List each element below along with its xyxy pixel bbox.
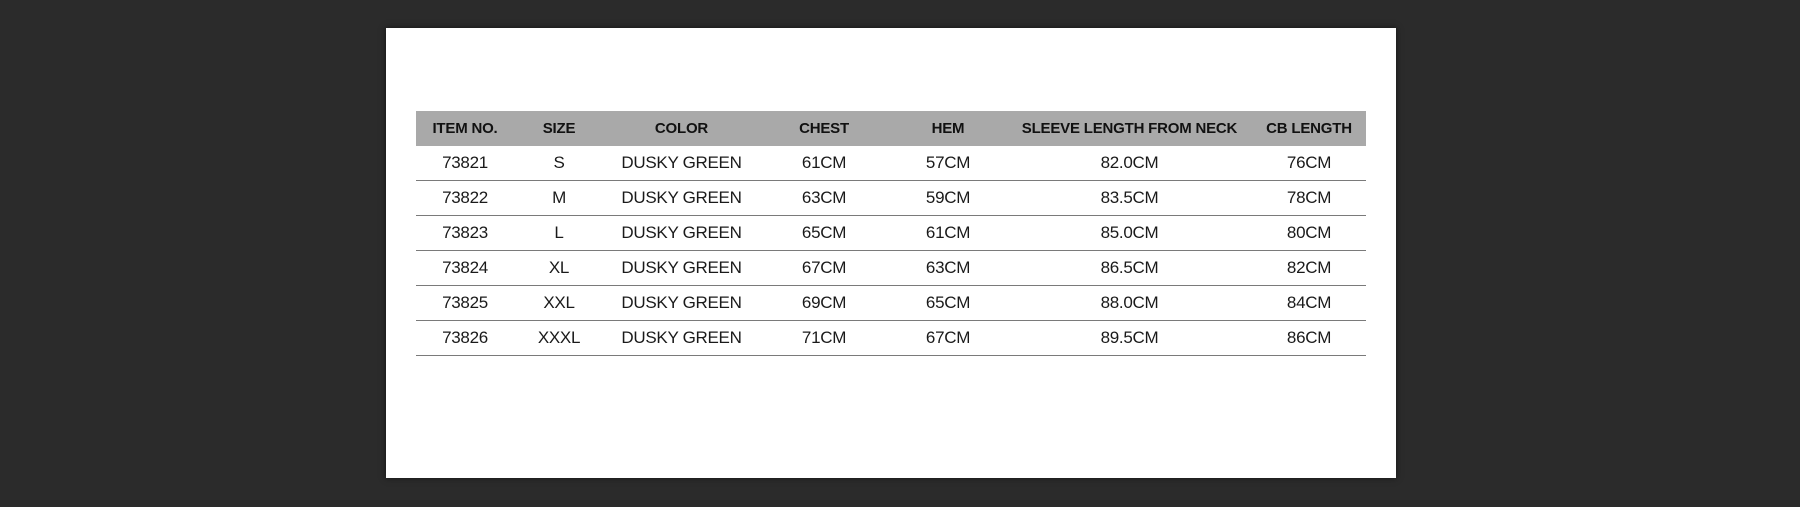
table-row	[416, 146, 1366, 181]
header-chest: CHEST	[759, 111, 889, 146]
cell-size: XXL	[514, 286, 604, 321]
cell-cb-length: 82CM	[1252, 251, 1366, 286]
cell-cb-length: 78CM	[1252, 181, 1366, 216]
cell-color: DUSKY GREEN	[604, 321, 759, 356]
cell-size: M	[514, 181, 604, 216]
cell-chest: 71CM	[759, 321, 889, 356]
table-row	[416, 321, 1366, 356]
cell-color: DUSKY GREEN	[604, 216, 759, 251]
header-color: COLOR	[604, 111, 759, 146]
cell-item-no: 73826	[416, 321, 514, 356]
cell-chest: 61CM	[759, 146, 889, 181]
cell-cb-length: 84CM	[1252, 286, 1366, 321]
table-row	[416, 216, 1366, 251]
table-row	[416, 251, 1366, 286]
cell-sleeve-length: 88.0CM	[1007, 286, 1252, 321]
cell-size: S	[514, 146, 604, 181]
cell-cb-length: 76CM	[1252, 146, 1366, 181]
cell-chest: 69CM	[759, 286, 889, 321]
cell-color: DUSKY GREEN	[604, 181, 759, 216]
cell-hem: 63CM	[889, 251, 1007, 286]
cell-item-no: 73825	[416, 286, 514, 321]
cell-item-no: 73822	[416, 181, 514, 216]
cell-sleeve-length: 85.0CM	[1007, 216, 1252, 251]
size-chart-table	[416, 111, 1366, 356]
cell-cb-length: 80CM	[1252, 216, 1366, 251]
cell-size: L	[514, 216, 604, 251]
cell-hem: 59CM	[889, 181, 1007, 216]
cell-hem: 65CM	[889, 286, 1007, 321]
header-sleeve-length: SLEEVE LENGTH FROM NECK	[1007, 111, 1252, 146]
cell-chest: 63CM	[759, 181, 889, 216]
cell-sleeve-length: 86.5CM	[1007, 251, 1252, 286]
header-hem: HEM	[889, 111, 1007, 146]
cell-hem: 57CM	[889, 146, 1007, 181]
table-row	[416, 181, 1366, 216]
cell-size: XXXL	[514, 321, 604, 356]
table-row	[416, 286, 1366, 321]
cell-hem: 61CM	[889, 216, 1007, 251]
table-header-row	[416, 111, 1366, 146]
cell-chest: 67CM	[759, 251, 889, 286]
cell-sleeve-length: 82.0CM	[1007, 146, 1252, 181]
cell-color: DUSKY GREEN	[604, 286, 759, 321]
header-item-no: ITEM NO.	[416, 111, 514, 146]
size-chart-sheet	[386, 28, 1396, 478]
cell-chest: 65CM	[759, 216, 889, 251]
cell-sleeve-length: 83.5CM	[1007, 181, 1252, 216]
cell-sleeve-length: 89.5CM	[1007, 321, 1252, 356]
header-size: SIZE	[514, 111, 604, 146]
cell-color: DUSKY GREEN	[604, 146, 759, 181]
cell-item-no: 73824	[416, 251, 514, 286]
cell-cb-length: 86CM	[1252, 321, 1366, 356]
cell-color: DUSKY GREEN	[604, 251, 759, 286]
cell-item-no: 73821	[416, 146, 514, 181]
cell-item-no: 73823	[416, 216, 514, 251]
header-cb-length: CB LENGTH	[1252, 111, 1366, 146]
cell-hem: 67CM	[889, 321, 1007, 356]
cell-size: XL	[514, 251, 604, 286]
